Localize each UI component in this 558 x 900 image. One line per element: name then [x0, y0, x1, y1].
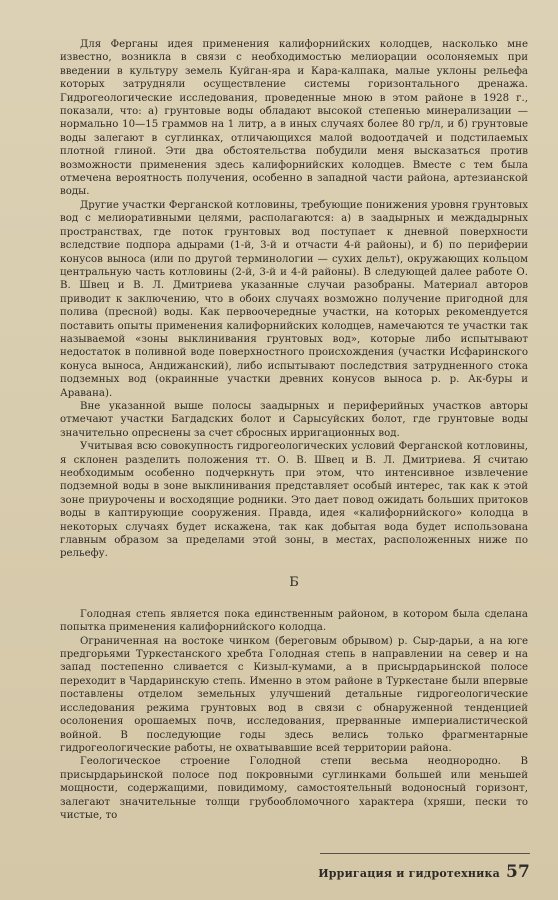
- footer-rule: [320, 853, 530, 854]
- paragraph: Геологическое строение Голодной степи весьма неоднородно. В приcырдарьинской полосе под покровными суглинками большей или меньшей мощности, содержащими, повидимому, самостоятельный водоносный горизонт, залегают значительные толщи грубообломочного характера (хряши, пески то чистые, то: [60, 756, 528, 821]
- page-number: 57: [505, 862, 530, 882]
- paragraph: Вне указанной выше полосы заадырных и периферийных участков авторы отмечают участки Багдадских болот и Сарысуйских болот, где грунтовые воды значительно опреснены за счет сбросных ирригационных вод.: [60, 400, 528, 439]
- section-heading: Б: [289, 574, 299, 590]
- page-content: [60, 38, 528, 822]
- page-footer: [318, 862, 530, 882]
- paragraph: Учитывая всю совокупность гидрогеологических условий Ферганской котловины, я склонен разделить положения тт. О. В. Швец и В. Л. Дмитриева. Я считаю необходимым особенно подчеркнуть при этом, что интенсивное извлечение подземной воды в зоне выклинивания представляет особый интерес, так как к этой зоне приурочены и восходящие родники. Это дает повод ожидать больших притоков воды в каптирующие сооружения. Правда, идея «калифорнийского» колодца в некоторых случаях будет искажена, так как добытая вода будет использована главным образом за пределами этой зоны, в местах, расположенных ниже по рельефу.: [60, 441, 528, 560]
- paragraph: Голодная степь является пока единственным районом, в котором была сделана попытка применения калифорнийского колодца.: [60, 608, 528, 634]
- paragraph: Другие участки Ферганской котловины, требующие понижения уровня грунтовых вод с мелиоративными целями, располагаются: а) в заадырных и междадырных пространствах, где поток грунтовых вод поступает к дневной поверхности вследствие подпора адырами (1-й, 3-й и отчасти 4-й районы), и б) по периферии конусов выноса (или по другой терминологии — сухих дельт), окружающих кольцом центральную часть котловины (2-й, 3-й и 4-й районы). В следующей далее работе О. В. Швец и В. Л. Дмитриева указанные случаи разобраны. Материал авторов приводит к заключению, что в обоих случаях возможно получение пригодной для полива (пресной) воды. Как первоочередные участки, на которых рекомендуется поставить опыты применения калифорнийских колодцев, намечаются те участки так называемой «зоны выклинивания грунтовых вод», которые либо испытывают недостаток в поливной воде поверхностного происхождения (участки Исфаринского конуса выноса, Андижанский), либо испытывают последствия затрудненного стока подземных вод (окраинные участки древних конусов выноса р. р. Ак-буры и Аравана).: [60, 199, 528, 399]
- paragraph: Ограниченная на востоке чинком (береговым обрывом) р. Сыр-дарьи, а на юге предгорьями Туркестанского хребта Голодная степь в направлении на север и на запад постепенно сливается с Кизыл-кумами, а в приcырдарьинской полосе переходит в Чардаринскую степь. Именно в этом районе в Туркестане были впервые поставлены отделом земельных улучшений детальные гидрогеологические исследования режима грунтовых вод в связи с обнаруженной тенденцией осолонения орошаемых почв, исследования, прерванные империалистической войной. В последующие годы здесь велись только фрагментарные гидрогеологические работы, не охватывавшие всей территории района.: [60, 635, 528, 754]
- journal-title: Ирригация и гидротехника: [318, 867, 500, 880]
- paragraph: Для Ферганы идея применения калифорнийских колодцев, насколько мне известно, возникла в связи с необходимостью мелиорации осолоняемых при введении в культуру земель Куйган-яра и Кара-калпака, малые уклоны рельефа которых затрудняли осуществление системы горизонтального дренажа. Гидрогеологические исследования, проведенные мною в этом районе в 1928 г., показали, что: а) грунтовые воды обладают высокой степенью минерализации — нормально 10—15 граммов на 1 литр, а в иных случаях более 80 гр/л, и б) грунтовые воды залегают в суглинках, отличающихся малой водоотдачей и подстилаемых плотной глиной. Эти два обстоятельства побудили меня высказаться против возможности применения здесь калифорнийских колодцев. Вместе с тем была отмечена вероятность получения, особенно в западной части района, артезианской воды.: [60, 39, 528, 198]
